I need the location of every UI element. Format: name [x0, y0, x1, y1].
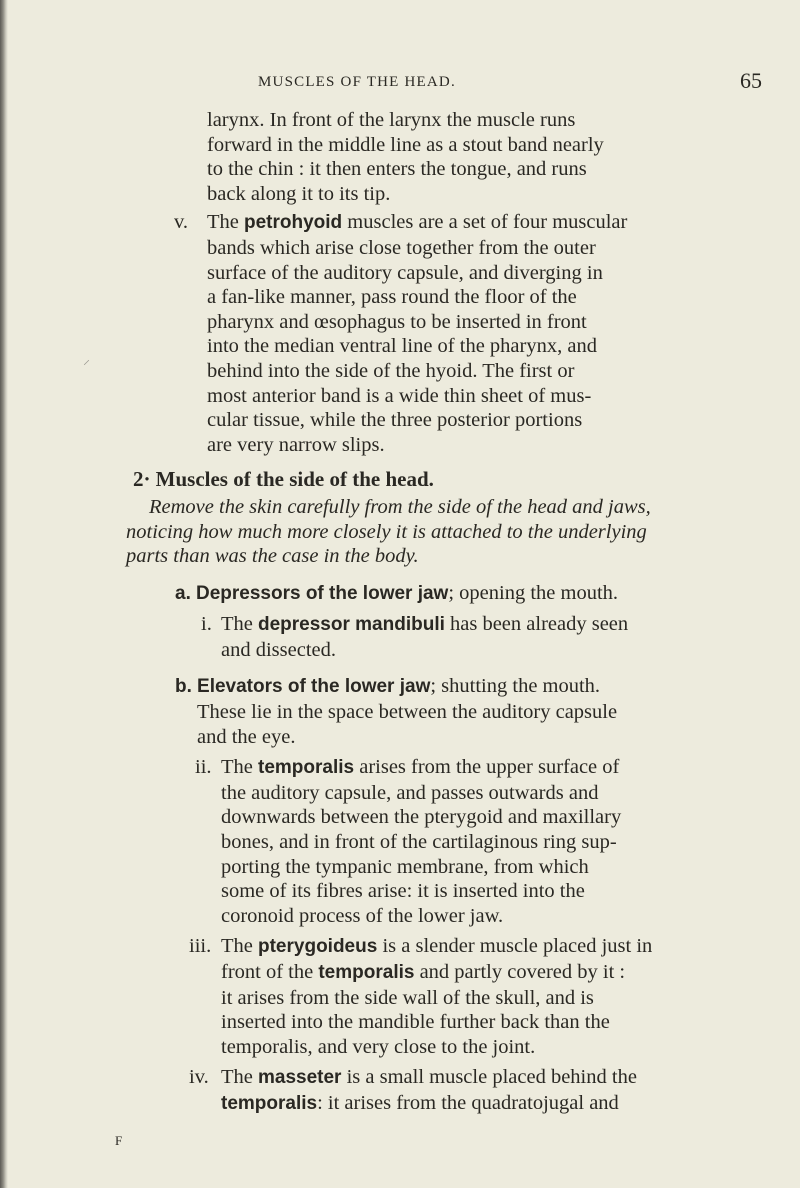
- text-line: downwards between the pterygoid and maxillary: [221, 806, 622, 829]
- text-line: [221, 934, 800, 960]
- text-run: The: [221, 1066, 258, 1089]
- section-title: Muscles of the side of the head.: [155, 467, 434, 492]
- text-line: surface of the auditory capsule, and diverging in: [207, 261, 603, 284]
- item-numeral: i.: [201, 613, 212, 636]
- text-line: and the eye.: [197, 725, 296, 748]
- item-numeral: v.: [174, 211, 189, 234]
- text-line: parts than was the case in the body.: [126, 545, 419, 568]
- page-number: 65: [740, 68, 762, 93]
- text-run: has been already seen: [444, 613, 629, 636]
- muscle-term: pterygoideus: [258, 936, 378, 958]
- stray-mark: ⸝: [83, 352, 90, 368]
- subsection-a: [175, 581, 800, 607]
- text-line: forward in the middle line as a stout band nearly: [207, 133, 604, 156]
- section-heading: [133, 467, 800, 493]
- text-line: bands which arise close together from the outer: [207, 236, 596, 259]
- item-v-paragraph: [174, 210, 800, 457]
- text-run: The: [207, 211, 244, 234]
- text-line: These lie in the space between the auditory capsule: [197, 701, 618, 724]
- item-iii-paragraph: [189, 934, 800, 1059]
- item-ii-paragraph: [195, 755, 800, 928]
- item-i-paragraph: [201, 612, 800, 662]
- text-run: muscles are a set of four muscular: [342, 211, 628, 234]
- text-line: porting the tympanic membrane, from which: [221, 855, 589, 878]
- text-line: [221, 755, 800, 781]
- muscle-term: depressor mandibuli: [258, 614, 445, 636]
- text-line: into the median ventral line of the pharynx, and: [207, 335, 597, 358]
- text-run: ; shutting the mouth.: [430, 675, 601, 698]
- running-header: MUSCLES OF THE HEAD.: [258, 74, 456, 90]
- text-line: [221, 960, 800, 986]
- item-iv-paragraph: [189, 1065, 800, 1116]
- text-line: behind into the side of the hyoid. The first or: [207, 359, 575, 382]
- signature-mark: F: [115, 1133, 123, 1148]
- text-line: it arises from the side wall of the skull, and is: [221, 986, 594, 1009]
- muscle-term: temporalis: [258, 757, 355, 779]
- continuation-paragraph: [207, 108, 800, 206]
- text-line: a fan-like manner, pass round the floor of the: [207, 286, 577, 309]
- subsection-title: Depressors of the lower jaw: [195, 582, 449, 604]
- text-line: inserted into the mandible further back than the: [221, 1011, 610, 1034]
- text-line: the auditory capsule, and passes outwards and: [221, 781, 599, 804]
- text-line: bones, and in front of the cartilaginous ring sup-: [221, 831, 617, 854]
- text-line: temporalis, and very close to the joint.: [221, 1035, 536, 1058]
- text-line: coronoid process of the lower jaw.: [221, 904, 504, 927]
- text-line: are very narrow slips.: [207, 433, 385, 456]
- text-run: arises from the upper surface of: [354, 756, 620, 779]
- text-line: noticing how much more closely it is attached to the underlying: [126, 520, 647, 543]
- text-run: is a small muscle placed behind the: [341, 1066, 637, 1089]
- text-line: cular tissue, while the three posterior portions: [207, 409, 583, 432]
- section-number: 2·: [133, 467, 151, 492]
- text-line: larynx. In front of the larynx the muscle runs: [207, 109, 576, 131]
- muscle-term: petrohyoid: [244, 212, 343, 234]
- text-run: ; opening the mouth.: [448, 581, 619, 604]
- text-line: to the chin : it then enters the tongue, and runs: [207, 158, 587, 181]
- subsection-title: Elevators of the lower jaw: [197, 676, 431, 698]
- text-run: and partly covered by it :: [414, 961, 626, 983]
- text-line: [221, 1065, 800, 1091]
- subsection-letter: a.: [175, 582, 191, 604]
- text-line: pharynx and œsophagus to be inserted in front: [207, 310, 587, 333]
- body-text: [0, 108, 800, 1117]
- text-line: and dissected.: [221, 638, 336, 661]
- muscle-term: temporalis: [221, 1092, 318, 1114]
- subsection-letter: b.: [175, 676, 192, 698]
- text-run: is a slender muscle placed just in: [377, 935, 653, 958]
- item-numeral: iv.: [189, 1066, 209, 1089]
- text-line: [175, 674, 800, 700]
- dissection-instruction: [0, 495, 800, 569]
- text-run: The: [221, 756, 258, 779]
- text-line: Remove the skin carefully from the side of the head and jaws,: [149, 495, 651, 518]
- text-run: : it arises from the quadratojugal and: [317, 1091, 619, 1114]
- muscle-term: masseter: [258, 1067, 342, 1089]
- muscle-term: temporalis: [318, 962, 415, 983]
- text-run: The: [221, 613, 258, 636]
- text-line: [221, 1091, 800, 1117]
- text-line: some of its fibres arise: it is inserted into the: [221, 880, 585, 903]
- text-run: The: [221, 935, 258, 958]
- text-line: [221, 612, 800, 638]
- text-line: [207, 210, 800, 236]
- text-line: back along it to its tip.: [207, 182, 391, 205]
- subsection-b: [175, 674, 800, 749]
- item-numeral: ii.: [195, 756, 212, 779]
- item-numeral: iii.: [189, 935, 212, 958]
- text-run: front of the: [221, 961, 319, 983]
- text-line: most anterior band is a wide thin sheet of mus-: [207, 384, 592, 407]
